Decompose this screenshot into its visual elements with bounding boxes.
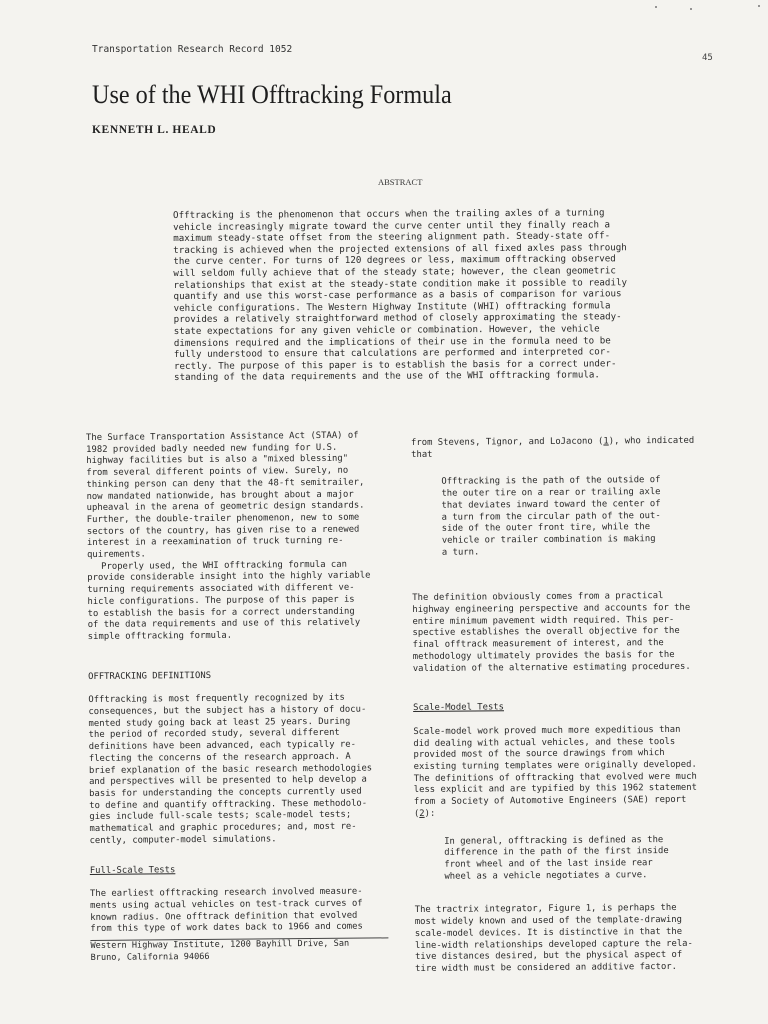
text-run: ): bbox=[424, 808, 436, 819]
text-run: ), who indicated that bbox=[411, 435, 695, 460]
abstract-heading: ABSTRACT bbox=[378, 177, 423, 187]
block-quote: In general, offtracking is defined as the difference in the path of the first inside front wheel and of the last inside rear wheel as a vehicle negotiates a curve. bbox=[444, 834, 669, 882]
subsection-heading: Full-Scale Tests bbox=[89, 864, 176, 876]
abstract-text: Offtracking is the phenomenon that occurs when the trailing axles of a turning vehicle increasingly migrate toward the curve center until they finally reach a maximum steady-state offset from the steering alignment path. Steady-state off- tracking is achieved when the projected extensions of all fixed axles pass through the curve center. For turns of 120 degrees or less, maximum offtracking observed will seldom fully achieve that of the steady state; however, the clean geometric relationships that exist at the steady-state condition make it possible to readily quantify and use this worst-case performance as a basis of comparison for various vehicle configurations. The Western Highway Institute (WHI) offtracking formula provides a relatively straightforward method of closely approximating the steady- state expectations for any given vehicle or combination. However, the vehicle dimensions required and the implications of their use in the formula need to be fully understood to ensure that calculations are performed and interpreted cor- rectly. The purpose of this paper is to establish the basis for a correct under- standing of the data requirements and the use of the WHI offtracking formula. bbox=[173, 207, 628, 384]
scan-speck bbox=[690, 8, 692, 10]
paragraph bbox=[411, 436, 709, 462]
paragraph: The earliest offtracking research involved measure- ments using actual vehicles on test-track curves of known radius. One offtrack definition that evolved from this type of work dates back to 1966 and comes bbox=[89, 886, 363, 935]
journal-name: Transportation Research Record 1052 bbox=[92, 44, 293, 55]
paper-title: Use of the WHI Offtracking Formula bbox=[92, 80, 452, 109]
footnote: Western Highway Institute, 1200 Bayhill Drive, San Bruno, California 94066 bbox=[90, 938, 350, 963]
paragraph: Properly used, the WHI offtracking formula can provide considerable insight into the highly variable turning requirements associated with different ve- hicle configurations. The purpose of this paper is to establish the basis for a correct understanding of the data requirements and use of this relatively simple offtracking formula. bbox=[87, 559, 371, 642]
subsection-heading: Scale-Model Tests bbox=[413, 702, 505, 714]
citation-ref: 2 bbox=[419, 808, 425, 819]
paragraph: The Surface Transportation Assistance Act (STAA) of 1982 provided badly needed new funding for U.S. highway facilities but is also a "mixed blessing" from several different points of view. Surely, no thinking person can deny that the 48-ft semitrailer, now mandated nationwide, has brought about a major upheaval in the arena of geometric design standards. Further, the double-trailer phenomenon, new to some sectors of the country, has given rise to a renewed interest in a reexamination of truck turning re- quirements. bbox=[86, 430, 365, 561]
section-heading: OFFTRACKING DEFINITIONS bbox=[88, 670, 212, 682]
paragraph: The tractrix integrator, Figure 1, is perhaps the most widely known and used of the template-drawing scale-model devices. It is distinctive in that the line-width relationships developed capture the rela- tive distances desired, but the physical aspect of tire width must be considered an additive factor. bbox=[414, 903, 693, 974]
text-run: Scale-model work proved much more expeditious than did dealing with actual vehicles, and these tools provided most of the source drawings from which existing turning templates were originally developed. The definitions of offtracking that evolved were much less explicit and are typified by this 1962 statement from a Society of Automotive Engineers (SAE) report ( bbox=[413, 724, 698, 819]
scan-speck bbox=[655, 6, 657, 8]
page-number: 45 bbox=[702, 53, 713, 63]
author-name: KENNETH L. HEALD bbox=[92, 124, 217, 136]
citation-ref: 1 bbox=[603, 436, 609, 447]
paragraph: The definition obviously comes from a practical highway engineering perspective and accounts for the entire minimum pavement width required. This per- spective establishes the overall objective for the final offtrack measurement of interest, and the methodology ultimately provides the basis for the validation of the alternative estimating procedures. bbox=[412, 591, 691, 674]
right-column bbox=[411, 436, 713, 976]
paragraph: Offtracking is most frequently recognized by its consequences, but the subject has a history of docu- mented study going back at least 25 years. During the period of recorded study, several different definitions have been advanced, each typically re- flecting the concerns of the research approach. A brief explanation of the basic research methodologies and perspectives will be presented to help develop a basis for understanding the concepts currently used to define and quantify offtracking. These methodolo- gies include full-scale tests; scale-model tests; mathematical and graphic procedures; and, most re- cently, computer-model simulations. bbox=[88, 693, 373, 846]
left-column bbox=[86, 430, 389, 964]
scan-speck bbox=[758, 5, 760, 7]
text-run: from Stevens, Tignor, and LoJacono ( bbox=[411, 436, 604, 448]
block-quote: Offtracking is the path of the outside of the outer tire on a rear or trailing axle that deviates inward toward the center of a turn from the circular path of the out- side of the outer front tire, while the vehicle or trailer combination is making a turn. bbox=[441, 475, 661, 558]
paragraph bbox=[413, 725, 712, 821]
